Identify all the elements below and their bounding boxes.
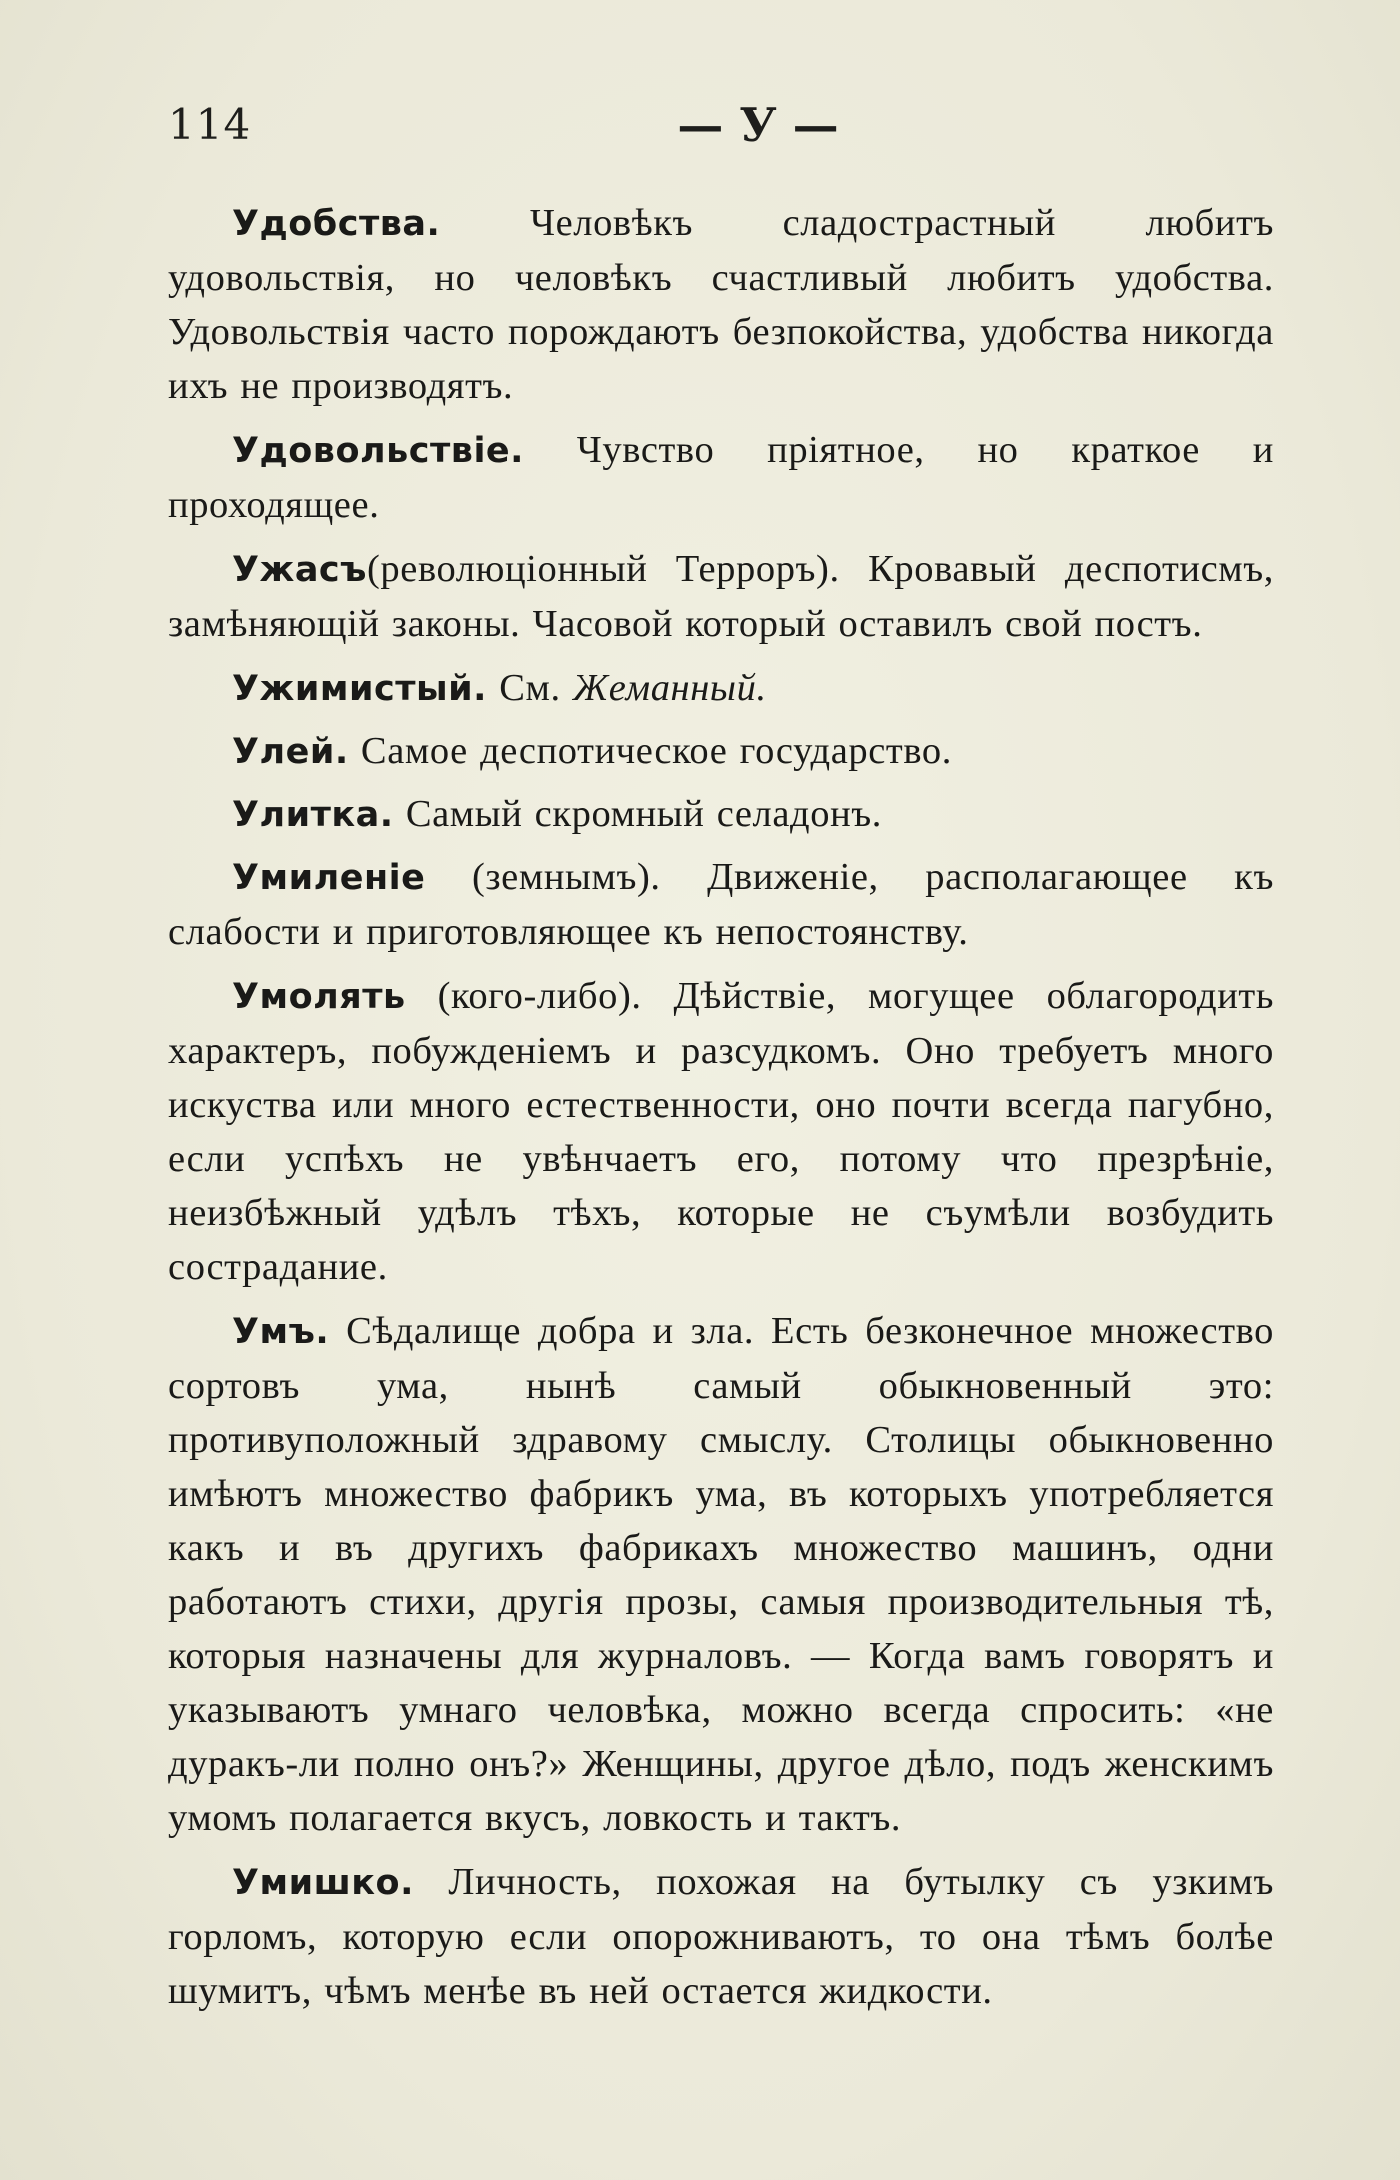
entry-headword: Умиленіе [232,858,426,898]
dictionary-entry [168,724,1274,779]
entry-headword: Удовольствіе. [232,431,524,471]
entry-headword: Ужасъ [232,550,367,590]
dictionary-entry [168,542,1274,651]
running-head: — У — [677,98,839,152]
entry-definition: (революціонный Терроръ). Кровавый деспотисмъ, замѣняющій законы. Часовой который оставилъ свой постъ. [168,548,1274,645]
dictionary-entry [168,1855,1274,2018]
entry-headword: Умъ. [232,1312,330,1352]
page-header [168,100,1278,160]
entry-headword: Умолять [232,977,406,1017]
entry-definition: (земнымъ). Движеніе, располагающее къ слабости и приготовляющее къ непостоянству. [168,856,1274,953]
page-number: 114 [168,100,252,149]
entry-headword: Улитка. [232,795,394,835]
entry-cross-reference: Жеманный. [572,667,767,709]
entry-definition: Человѣкъ сладострастный любитъ удовольствія, но человѣкъ счастливый любитъ удобства. Удовольствія часто порождаютъ безпокойства, удобства никогда ихъ не производятъ. [168,202,1275,407]
entry-headword: Удобства. [232,204,441,244]
entry-definition: Личность, похожая на бутылку съ узкимъ горломъ, которую если опорожниваютъ, то она тѣмъ болѣе шумитъ, чѣмъ менѣе въ ней остается жидкости. [168,1861,1274,2012]
dictionary-entry [168,661,1274,716]
dictionary-entry [168,1304,1274,1845]
dictionary-entry [168,850,1274,959]
entry-headword: Ужимистый. [232,669,487,709]
entry-definition: Чувство пріятное, но краткое и проходящее. [168,429,1274,526]
dictionary-entries [168,196,1274,2028]
entry-headword: Умишко. [232,1863,414,1903]
entry-headword: Улей. [232,732,349,772]
entry-definition: Самый скромный селадонъ. [405,793,883,835]
dictionary-entry [168,969,1274,1294]
dictionary-entry [168,423,1274,532]
entry-definition: См. [499,667,561,709]
entry-definition: Сѣдалище добра и зла. Есть безконечное множество сортовъ ума, нынѣ самый обыкновенный это: противуположный здравому смыслу. Столицы обыкновенно имѣютъ множество фабрикъ ума, въ которыхъ употребляется какъ и въ другихъ фабрикахъ множество машинъ, одни работаютъ стихи, другія прозы, самыя производительныя тѣ, которыя назначены для журналовъ. — Когда вамъ говорятъ и указываютъ умнаго человѣка, можно всегда спросить: «не дуракъ-ли полно онъ?» Женщины, другое дѣло, подъ женскимъ умомъ полагается вкусъ, ловкость и тактъ. [168,1310,1274,1839]
entry-definition: Самое деспотическое государство. [360,730,952,772]
dictionary-entry [168,196,1274,413]
dictionary-entry [168,787,1274,842]
entry-definition: (кого-либо). Дѣйствіе, могущее облагородить характеръ, побужденіемъ и разсудкомъ. Оно требуетъ много искуства или много естественности, оно почти всегда пагубно, если успѣхъ не увѣнчаетъ его, потому что презрѣніе, неизбѣжный удѣлъ тѣхъ, которые не съумѣли возбудить сострадание. [168,975,1274,1288]
